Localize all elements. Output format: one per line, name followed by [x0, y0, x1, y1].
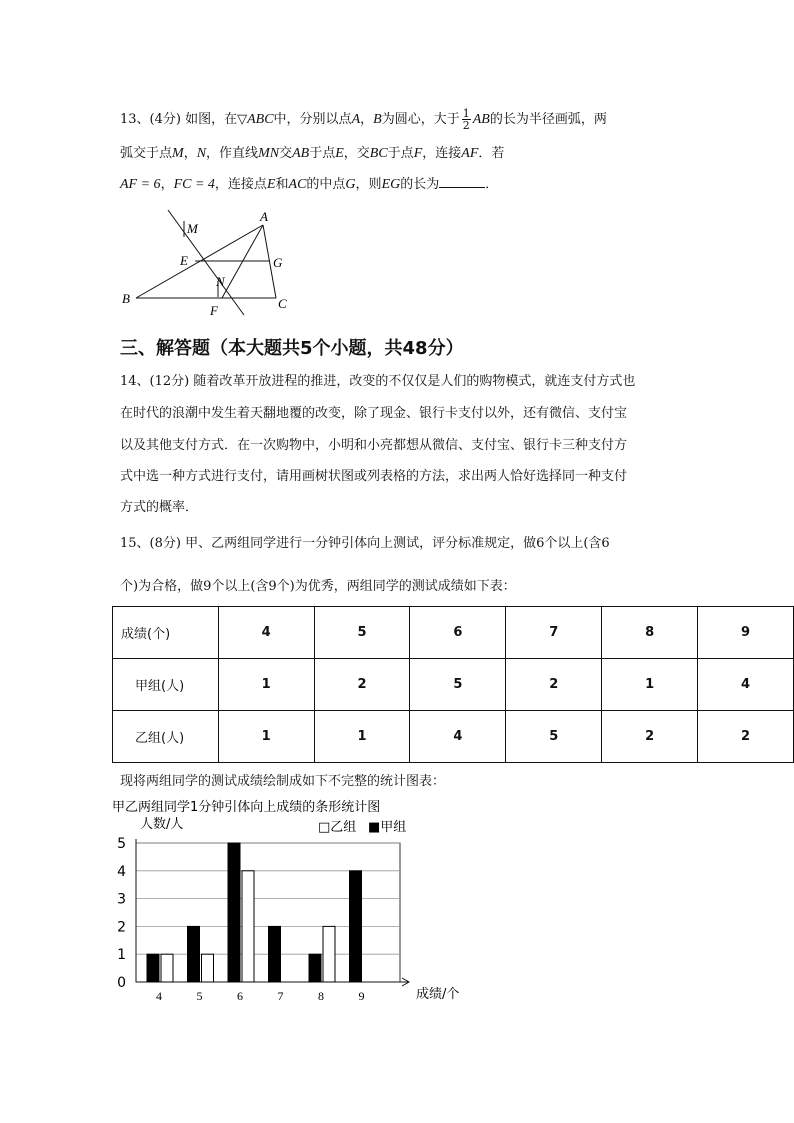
table-header-row: [113, 607, 794, 659]
table-row: [113, 711, 794, 763]
table-cell: 5: [410, 659, 506, 711]
triangle-symbol: ▽: [237, 112, 248, 127]
table-cell: 乙组(人): [113, 711, 219, 763]
table-cell: 2: [602, 711, 698, 763]
table-cell: 2: [314, 659, 410, 711]
q14-line-3: 以及其他支付方式．在一次购物中，小明和小亮都想从微信、支付宝、银行卡三种支付方: [120, 438, 628, 453]
table-cell: 2: [698, 711, 794, 763]
bar-yi: [161, 954, 173, 982]
table-cell: 7: [506, 607, 602, 659]
q13-line-3: AF = 6，FC = 4，连接点E和AC的中点G，则EG的长为 ．: [120, 177, 499, 192]
table-cell: 成绩(个): [113, 607, 219, 659]
table-cell: 5: [506, 711, 602, 763]
table-cell: 4: [218, 607, 314, 659]
q13-line-2: 弧交于点M，N，作直线MN交AB于点E，交BC于点F，连接AF．若: [120, 146, 505, 161]
x-tick-label: 9: [358, 989, 365, 1003]
label-c: C: [278, 296, 287, 311]
y-tick-label: 2: [117, 919, 126, 936]
q15-line-1: 15、(8分) 甲、乙两组同学进行一分钟引体向上测试，评分标准规定，做6个以上(含6: [120, 536, 610, 551]
legend-yi: □乙组: [318, 820, 357, 835]
table-cell: 2: [506, 659, 602, 711]
label-g: G: [273, 255, 283, 270]
y-tick-label: 3: [117, 891, 126, 908]
bar-jia: [350, 871, 362, 982]
table-cell: 甲组(人): [113, 659, 219, 711]
bar-jia: [147, 954, 159, 982]
y-tick-label: 5: [117, 836, 126, 852]
x-tick-label: 5: [196, 989, 203, 1003]
y-tick-label: 4: [117, 863, 126, 880]
q14-line-1: 14、(12分) 随着改革开放进程的推进，改变的不仅仅是人们的购物模式，就连支付方式也: [120, 374, 636, 389]
bar-jia: [228, 843, 240, 982]
plot-area: [117, 836, 459, 1003]
bar-yi: [323, 926, 335, 982]
table-cell: 4: [410, 711, 506, 763]
chart-ylabel: 人数/人: [140, 817, 184, 832]
triangle-figure: [118, 205, 298, 320]
table-cell: 9: [698, 607, 794, 659]
q14-line-2: 在时代的浪潮中发生着天翻地覆的改变，除了现金、银行卡支付以外，还有微信、支付宝: [120, 406, 628, 421]
answer-blank[interactable]: [439, 175, 485, 188]
table-cell: 1: [218, 659, 314, 711]
bar-yi: [202, 954, 214, 982]
y-tick-label: 1: [117, 947, 126, 964]
legend-jia: ■甲组: [368, 820, 407, 835]
bar-yi: [242, 871, 254, 982]
table-cell: 6: [410, 607, 506, 659]
label-n: N: [216, 274, 225, 289]
x-tick-label: 4: [156, 989, 162, 1003]
table-cell: 1: [602, 659, 698, 711]
table-row: [113, 659, 794, 711]
y-tick-label: 0: [117, 975, 126, 991]
q15-after-table: 现将两组同学的测试成绩绘制成如下不完整的统计图表：: [120, 774, 446, 789]
bar-jia: [269, 926, 281, 982]
bar-jia: [188, 926, 200, 982]
scores-table: [112, 606, 794, 763]
table-cell: 4: [698, 659, 794, 711]
fraction-one-half: $\frac{1}{2}$: [462, 107, 470, 132]
x-tick-label: 8: [318, 989, 324, 1003]
label-m: M: [187, 221, 198, 236]
bar-chart: [110, 795, 460, 1005]
x-tick-label: 6: [237, 989, 243, 1003]
table-cell: 1: [218, 711, 314, 763]
q14-line-5: 方式的概率．: [120, 500, 199, 515]
x-axis-label: 成绩/个: [416, 987, 460, 1002]
q13-line-1: 13、(4分) 如图，在▽ABC中，分别以点A，B为圆心，大于 $\frac{1}{2}$ AB的长为半径画弧，两: [120, 107, 607, 132]
section-3-title: 三、解答题（本大题共5个小题，共48分）: [120, 338, 464, 359]
q15-line-2: 个)为合格，做9个以上(含9个)为优秀，两组同学的测试成绩如下表：: [120, 579, 516, 594]
x-tick-label: 7: [277, 989, 284, 1003]
label-f: F: [210, 303, 218, 318]
label-b: B: [122, 291, 130, 306]
table-cell: 1: [314, 711, 410, 763]
chart-title: 甲乙两组同学1分钟引体向上成绩的条形统计图: [112, 800, 381, 815]
label-e: E: [180, 253, 188, 268]
bar-jia: [309, 954, 321, 982]
label-a: A: [260, 209, 268, 224]
table-cell: 5: [314, 607, 410, 659]
table-cell: 8: [602, 607, 698, 659]
q14-line-4: 式中选一种方式进行支付，请用画树状图或列表格的方法，求出两人恰好选择同一种支付: [120, 469, 628, 484]
